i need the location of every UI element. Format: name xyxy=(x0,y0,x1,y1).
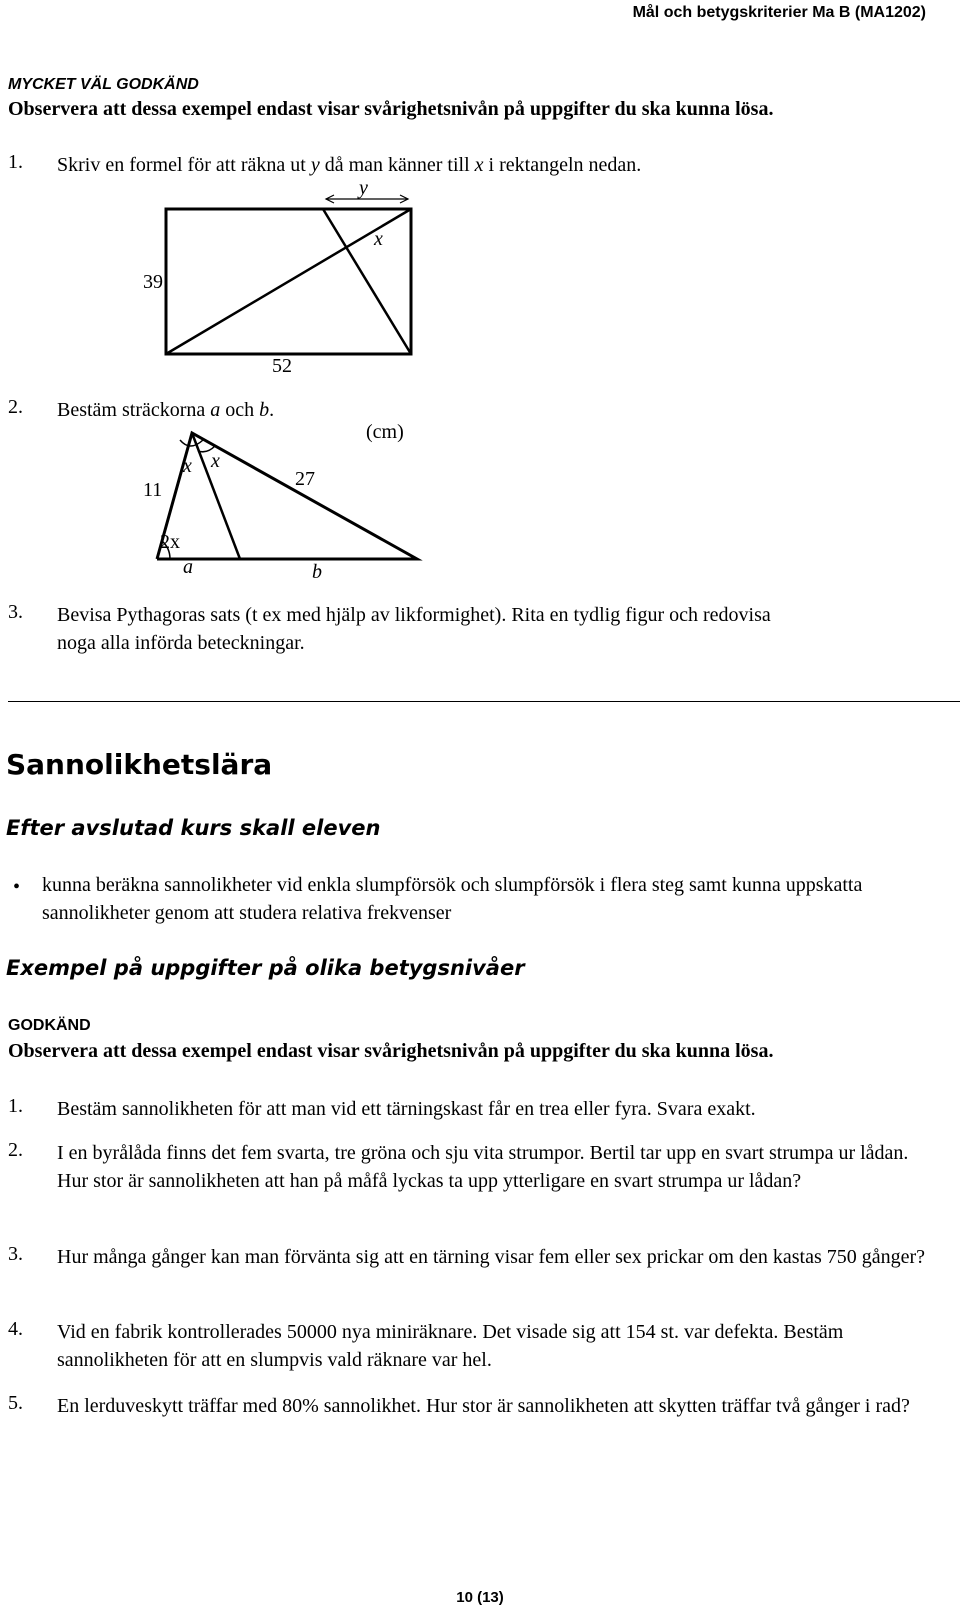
page-number: 10 (13) xyxy=(456,1589,504,1606)
examples-heading: Exempel på uppgifter på olika betygsnivåer xyxy=(6,956,525,980)
question-1-text: Skriv en formel för att räkna ut y då man känner till x i rektangeln nedan. xyxy=(57,154,642,176)
level-heading-g: GODKÄND xyxy=(8,1017,91,1034)
difficulty-note: Observera att dessa exempel endast visar svårighetsnivån på uppgifter du ska kunna lösa. xyxy=(8,98,774,120)
prob-question-1-text: Bestäm sannolikheten för att man vid ett tärningskast får en trea eller fyra. Svara exakt. xyxy=(57,1098,756,1120)
question-1-number: 1. xyxy=(8,151,23,173)
prob-question-5-number: 5. xyxy=(8,1392,23,1414)
question-3-number: 3. xyxy=(8,601,23,623)
label-y: y xyxy=(359,177,368,199)
prob-question-4-text: Vid en fabrik kontrollerades 50000 nya miniräknare. Det visade sig att 154 st. var defekta. Bestäm sannolikheten för att en slumpvis vald räknare var hel. xyxy=(57,1321,844,1371)
rectangle-figure xyxy=(143,177,411,377)
prob-question-2-number: 2. xyxy=(8,1139,23,1161)
geometry-figures xyxy=(0,0,960,620)
label-cm: (cm) xyxy=(366,421,404,443)
learning-goal: kunna beräkna sannolikheter vid enkla slumpförsök och slumpförsök i flera steg samt kunna uppskatta sannolikheter genom att studera relativa frekvenser xyxy=(42,874,863,924)
section-title: Sannolikhetslära xyxy=(6,748,273,781)
label-x-2: x xyxy=(211,450,220,472)
label-a: a xyxy=(183,556,193,578)
prob-question-4-number: 4. xyxy=(8,1318,23,1340)
question-2-text: Bestäm sträckorna a och b. xyxy=(57,399,275,421)
prob-question-5-text: En lerduveskytt träffar med 80% sannolikhet. Hur stor är sannolikheten att skytten träffar två gånger i rad? xyxy=(57,1395,910,1417)
label-b: b xyxy=(312,561,322,583)
label-2x: 2x xyxy=(160,531,180,553)
question-2-number: 2. xyxy=(8,396,23,418)
level-heading-mvg: MYCKET VÄL GODKÄND xyxy=(8,76,199,93)
section-divider xyxy=(8,701,960,702)
label-27: 27 xyxy=(295,468,315,490)
prob-question-2-text: I en byrålåda finns det fem svarta, tre gröna och sju vita strumpor. Bertil tar upp en svart strumpa ur lådan. Hur stor är sannolikheten att han på måfå lyckas ta upp ytterligare en svart strumpa ur lådan? xyxy=(57,1142,909,1192)
prob-question-1-number: 1. xyxy=(8,1095,23,1117)
triangle-figure xyxy=(143,421,417,583)
difficulty-note-2: Observera att dessa exempel endast visar svårighetsnivån på uppgifter du ska kunna lösa. xyxy=(8,1040,774,1062)
question-3-text: Bevisa Pythagoras sats (t ex med hjälp av likformighet). Rita en tydlig figur och redovisa noga alla införda beteckningar. xyxy=(57,604,771,654)
prob-question-3-text: Hur många gånger kan man förvänta sig att en tärning visar fem eller sex prickar om den kastas 750 gånger? xyxy=(57,1246,926,1268)
label-x-1: x xyxy=(183,455,192,477)
label-x: x xyxy=(374,228,383,250)
label-39: 39 xyxy=(143,271,163,293)
label-52: 52 xyxy=(272,355,292,377)
section-subtitle: Efter avslutad kurs skall eleven xyxy=(6,816,381,840)
prob-question-3-number: 3. xyxy=(8,1243,23,1265)
bullet-marker: • xyxy=(13,876,21,898)
page-header: Mål och betygskriterier Ma B (MA1202) xyxy=(632,4,926,21)
label-11: 11 xyxy=(143,479,163,501)
